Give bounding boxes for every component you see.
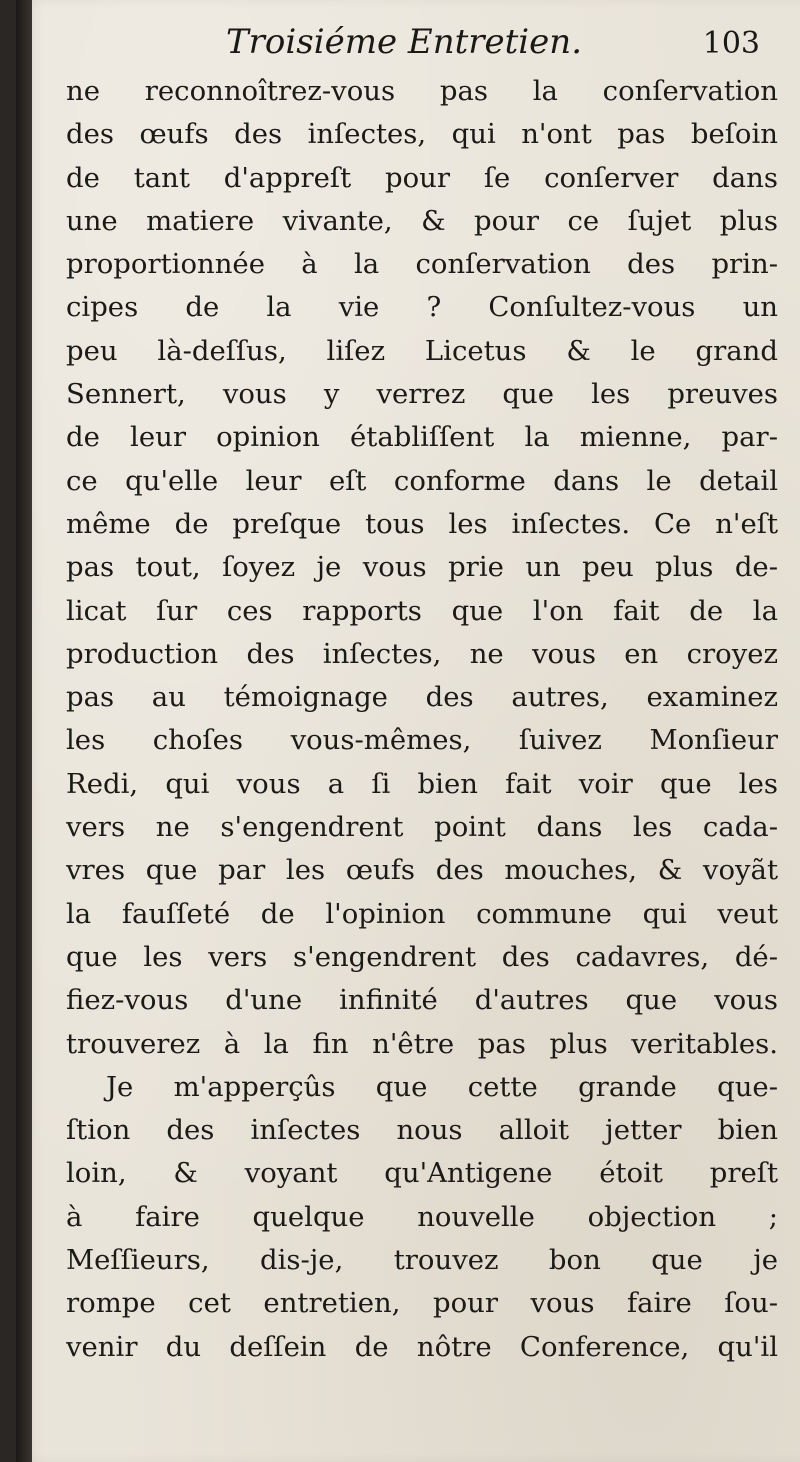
text-line: de tant d'appreſt pour ſe conſerver dans	[66, 161, 778, 194]
text-line: vres que par les œufs des mouches, & voyãt	[66, 854, 778, 887]
body-text	[66, 70, 778, 1369]
text-line: Je m'apperçûs que cette grande que-	[106, 1070, 778, 1103]
text-line: proportionnée à la conſervation des prin-	[66, 248, 778, 281]
page-number: 103	[702, 26, 760, 61]
text-line: la fauſſeté de l'opinion commune qui veut	[66, 897, 778, 930]
text-line: pas tout, ſoyez je vous prie un peu plus de-	[66, 551, 778, 584]
text-line: ce qu'elle leur eſt conforme dans le detail	[66, 464, 778, 497]
text-line: que les vers s'engendrent des cadavres, dé-	[66, 940, 778, 973]
text-line: de leur opinion établiſſent la mienne, par-	[66, 421, 778, 454]
text-line: ne reconnoîtrez-vous pas la conſervation	[66, 75, 778, 107]
text-line: Redi, qui vous a ſi bien fait voir que les	[66, 767, 778, 800]
text-line: vers ne s'engendrent point dans les cada-	[66, 811, 778, 844]
text-line: les choſes vous-mêmes, ſuivez Monſieur	[66, 724, 778, 757]
text-line: venir du deſſein de nôtre Conference, qu'il	[66, 1330, 778, 1363]
text-line: loin, & voyant qu'Antigene étoit preſt	[66, 1157, 778, 1190]
text-line: fiez-vous d'une infinité d'autres que vous	[66, 984, 778, 1017]
page-gutter-shadow	[16, 0, 32, 1462]
text-line: Meſſieurs, dis-je, trouvez bon que je	[66, 1244, 778, 1277]
text-line: ſtion des inſectes nous alloit jetter bien	[66, 1114, 778, 1147]
book-page	[16, 0, 800, 1462]
text-line: une matiere vivante, & pour ce ſujet plus	[66, 204, 778, 237]
running-title: Troisiéme Entretien.	[226, 22, 583, 62]
text-line: trouverez à la fin n'être pas plus veritables.	[66, 1027, 778, 1060]
text-line: peu là-deſſus, liſez Licetus & le grand	[66, 334, 778, 367]
text-line: des œufs des inſectes, qui n'ont pas beſoin	[66, 118, 778, 151]
text-line: production des inſectes, ne vous en croyez	[66, 637, 778, 670]
text-line: à faire quelque nouvelle objection ;	[66, 1200, 778, 1233]
text-line: cipes de la vie ? Conſultez-vous un	[66, 291, 778, 324]
text-line: même de preſque tous les inſectes. Ce n'eſt	[66, 507, 778, 540]
text-line: Sennert, vous y verrez que les preuves	[66, 378, 778, 411]
page-header	[16, 14, 800, 64]
text-line: rompe cet entretien, pour vous faire ſou-	[66, 1287, 778, 1320]
text-line: pas au témoignage des autres, examinez	[66, 681, 778, 714]
text-line: licat ſur ces rapports que l'on fait de la	[66, 594, 778, 627]
